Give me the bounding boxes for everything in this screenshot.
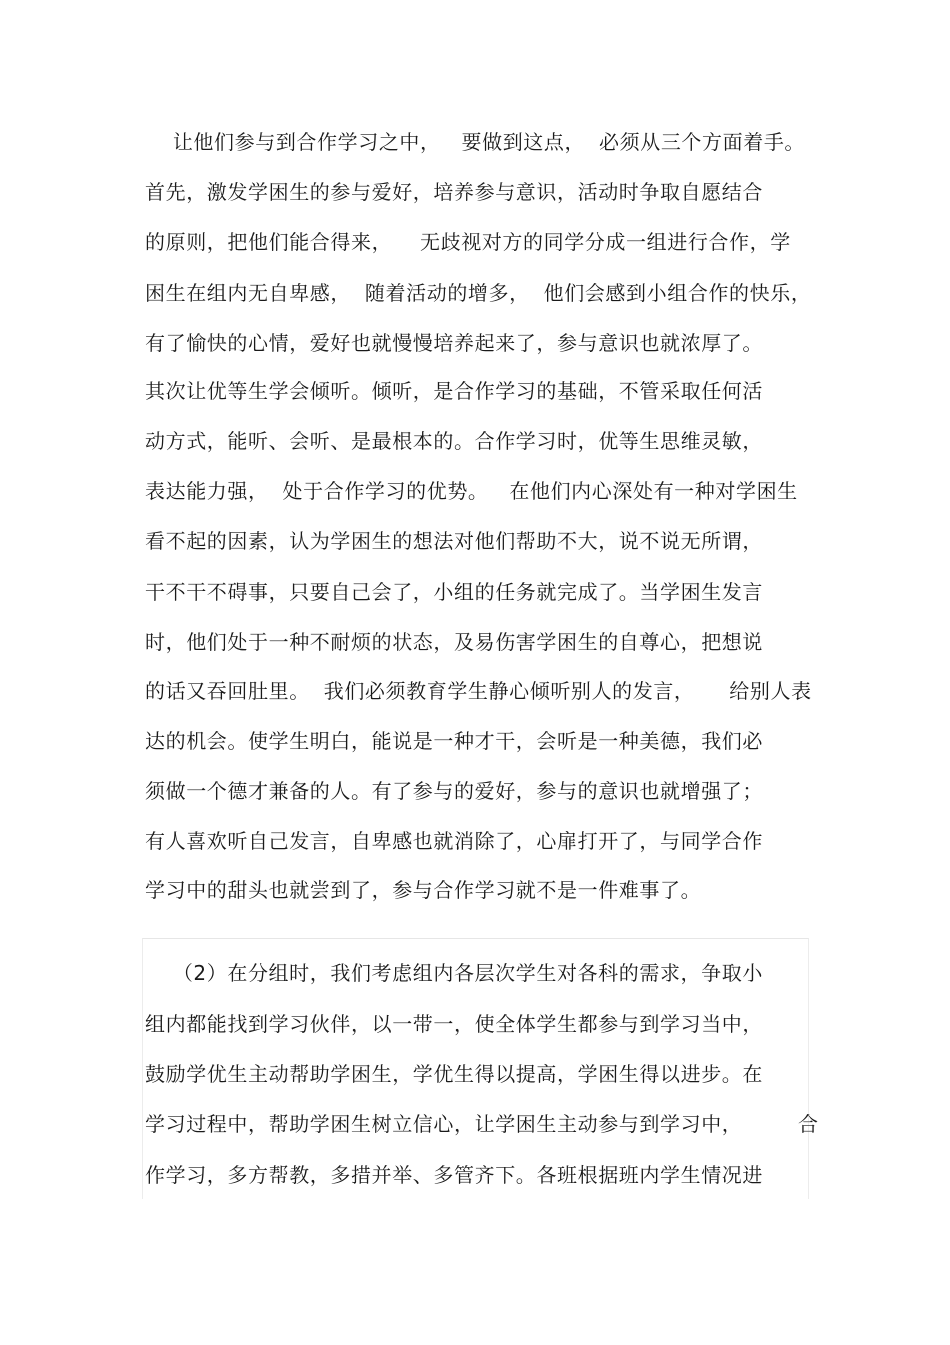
text-line: （2）在分组时，我们考虑组内各层次学生对各科的需求，争取小 — [145, 961, 763, 985]
text-line: 学习中的甜头也就尝到了，参与合作学习就不是一件难事了。 — [145, 878, 702, 902]
text-line: 须做一个德才兼备的人。有了参与的爱好，参与的意识也就增强了； — [145, 779, 763, 803]
text-line: 其次让优等生学会倾听。倾听，是合作学习的基础，不管采取任何活 — [145, 379, 763, 403]
text-line: 的话又吞回肚里。 我们必须教育学生静心倾听别人的发言， 给别人表 — [145, 679, 812, 703]
text-line: 鼓励学优生主动帮助学困生，学优生得以提高，学困生得以进步。在 — [145, 1062, 763, 1086]
text-line: 作学习，多方帮教，多措并举、多管齐下。各班根据班内学生情况进 — [145, 1163, 763, 1187]
text-line: 干不干不碍事，只要自己会了，小组的任务就完成了。当学困生发言 — [145, 580, 763, 604]
text-line: 有了愉快的心情，爱好也就慢慢培养起来了，参与意识也就浓厚了。 — [145, 331, 763, 355]
text-line: 困生在组内无自卑感， 随着活动的增多， 他们会感到小组合作的快乐， — [145, 281, 812, 305]
text-line: 达的机会。使学生明白，能说是一种才干，会听是一种美德，我们必 — [145, 729, 763, 753]
text-line: 表达能力强， 处于合作学习的优势。 在他们内心深处有一种对学困生 — [145, 479, 798, 503]
text-line: 学习过程中，帮助学困生树立信心，让学困生主动参与到学习中， 合 — [145, 1112, 819, 1136]
text-line: 看不起的因素，认为学困生的想法对他们帮助不大，说不说无所谓， — [145, 529, 763, 553]
text-line: 时，他们处于一种不耐烦的状态，及易伤害学困生的自尊心，把想说 — [145, 630, 763, 654]
text-line: 组内都能找到学习伙伴，以一带一，使全体学生都参与到学习当中， — [145, 1012, 763, 1036]
text-line: 的原则，把他们能合得来， 无歧视对方的同学分成一组进行合作，学 — [145, 230, 791, 254]
text-line: 让他们参与到合作学习之中， 要做到这点， 必须从三个方面着手。 — [145, 130, 806, 154]
text-line: 有人喜欢听自己发言，自卑感也就消除了，心扉打开了，与同学合作 — [145, 829, 763, 853]
text-line: 首先，激发学困生的参与爱好，培养参与意识，活动时争取自愿结合 — [145, 180, 763, 204]
text-line: 动方式，能听、会听、是最根本的。合作学习时，优等生思维灵敏， — [145, 429, 763, 453]
